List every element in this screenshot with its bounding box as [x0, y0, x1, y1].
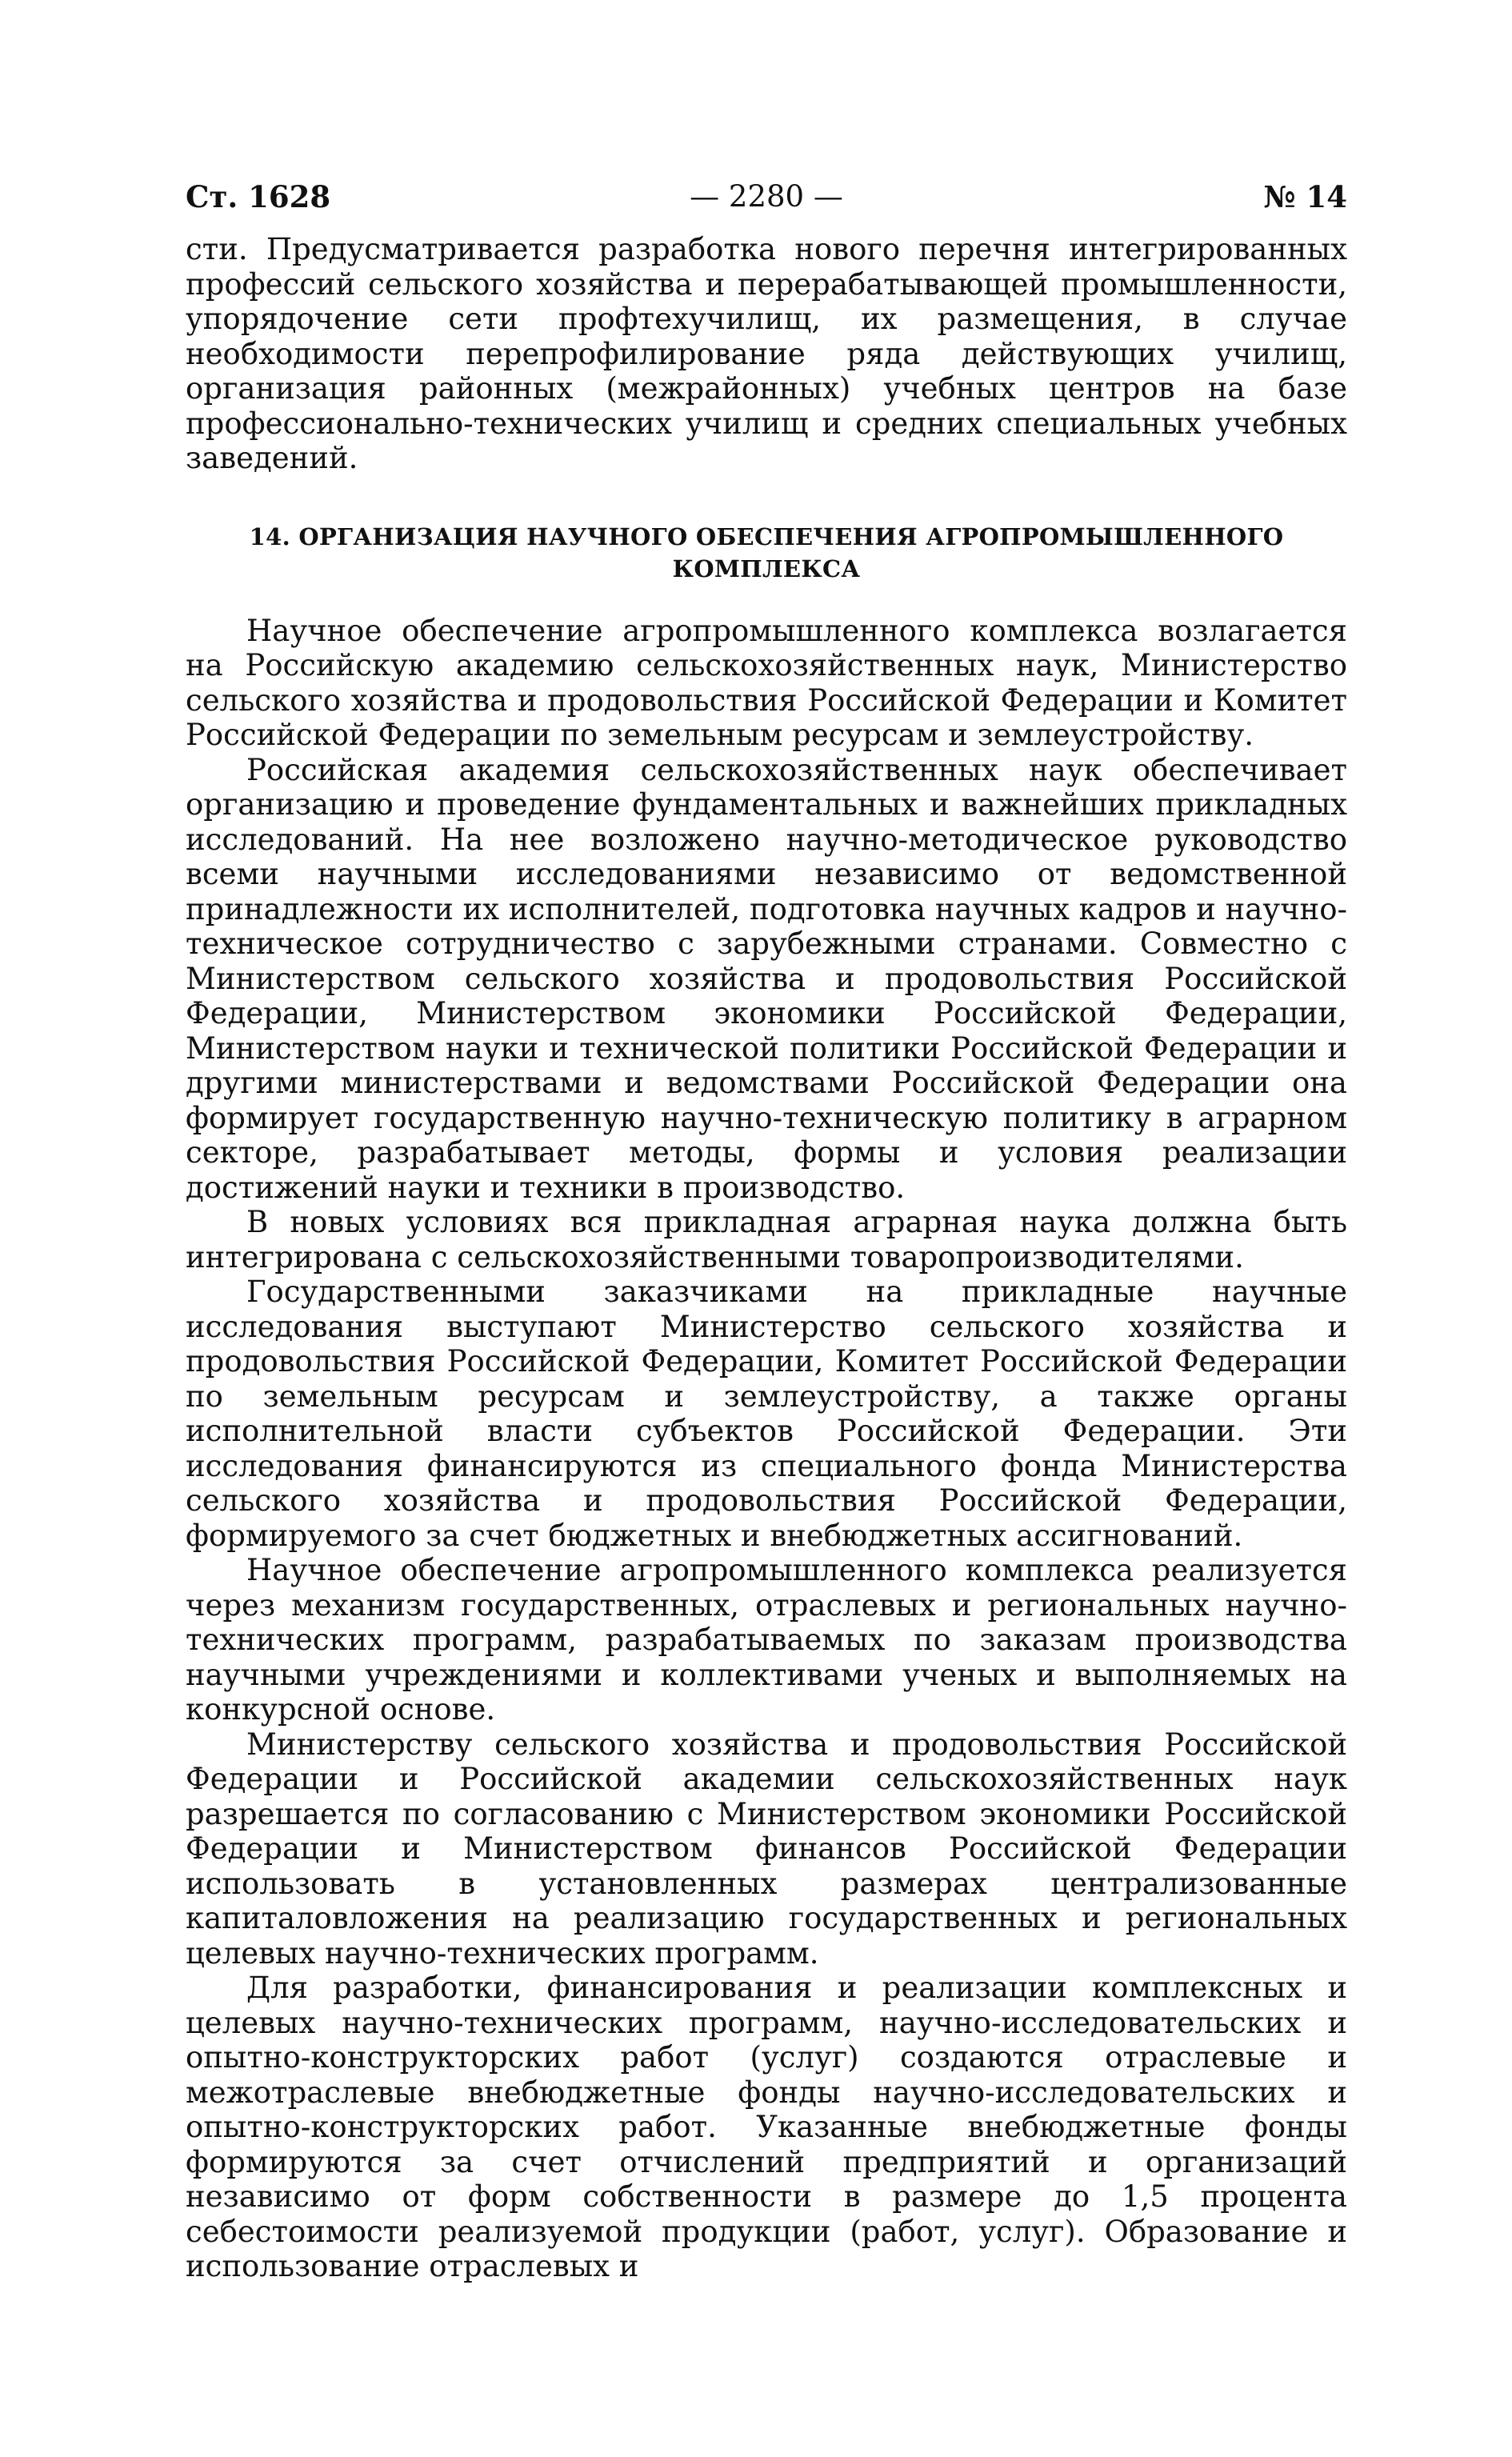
paragraph: Министерству сельского хозяйства и продовольствия Российской Федерации и Российской академии сельскохозяйственных наук разрешается по согласованию с Министерством экономики Российской Федерации и Министерством финансов Российской Федерации использовать в установленных размерах централизованные капиталовложения на реализацию государственных и региональных целевых научно-технических программ.	[186, 1727, 1347, 1971]
paragraph: Научное обеспечение агропромышленного комплекса возлагается на Российскую академию сельскохозяйственных наук, Министерство сельского хозяйства и продовольствия Российской Федерации и Комитет Российской Федерации по земельным ресурсам и землеустройству.	[186, 613, 1347, 752]
paragraph: Российская академия сельскохозяйственных наук обеспечивает организацию и проведение фундаментальных и важнейших прикладных исследований. На нее возложено научно-методическое руководство всеми научными исследованиями независимо от ведомственной принадлежности их исполнителей, подготовка научных кадров и научно-техническое сотрудничество с зарубежными странами. Совместно с Министерством сельского хозяйства и продовольствия Российской Федерации, Министерством экономики Российской Федерации, Министерством науки и технической политики Российской Федерации и другими министерствами и ведомствами Российской Федерации она формирует государственную научно-техническую политику в аграрном секторе, разрабатывает методы, формы и условия реализации достижений науки и техники в производство.	[186, 752, 1347, 1205]
section-heading-line2: КОМПЛЕКСА	[672, 554, 861, 582]
paragraph: Научное обеспечение агропромышленного комплекса реализуется через механизм государственных, отраслевых и региональных научно-технических программ, разрабатываемых по заказам производства научными учреждениями и коллективами ученых и выполняемых на конкурсной основе.	[186, 1553, 1347, 1727]
section-heading	[186, 521, 1347, 585]
paragraph: Для разработки, финансирования и реализации комплексных и целевых научно-технических программ, научно-исследовательских и опытно-конструкторских работ (услуг) создаются отраслевые и межотраслевые внебюджетные фонды научно-исследовательских и опытно-конструкторских работ. Указанные внебюджетные фонды формируются за счет отчислений предприятий и организаций независимо от форм собственности в размере до 1,5 процента себестоимости реализуемой продукции (работ, услуг). Образование и использование отраслевых и	[186, 1971, 1347, 2283]
issue-number: № 14	[1263, 179, 1347, 214]
document-page	[186, 174, 1347, 2284]
page-number: — 2280 —	[690, 179, 843, 214]
paragraph-continued: сти. Предусматривается разработка нового перечня интегрированных профессий сельского хозяйства и перерабатывающей промышленности, упорядочение сети профтехучилищ, их размещения, в случае необходимости перепрофилирование ряда действующих училищ, организация районных (межрайонных) учебных центров на базе профессионально-технических училищ и средних специальных учебных заведений.	[186, 232, 1347, 475]
paragraph: Государственными заказчиками на прикладные научные исследования выступают Министерство сельского хозяйства и продовольствия Российской Федерации, Комитет Российской Федерации по земельным ресурсам и землеустройству, а также органы исполнительной власти субъектов Российской Федерации. Эти исследования финансируются из специального фонда Министерства сельского хозяйства и продовольствия Российской Федерации, формируемого за счет бюджетных и внебюджетных ассигнований.	[186, 1275, 1347, 1553]
page-header	[186, 174, 1347, 219]
document-body	[186, 232, 1347, 2284]
paragraph: В новых условиях вся прикладная аграрная наука должна быть интегрирована с сельскохозяйственными товаропроизводителями.	[186, 1205, 1347, 1275]
article-number: Ст. 1628	[186, 179, 331, 214]
section-heading-line1: 14. ОРГАНИЗАЦИЯ НАУЧНОГО ОБЕСПЕЧЕНИЯ АГРОПРОМЫШЛЕННОГО	[249, 522, 1284, 550]
